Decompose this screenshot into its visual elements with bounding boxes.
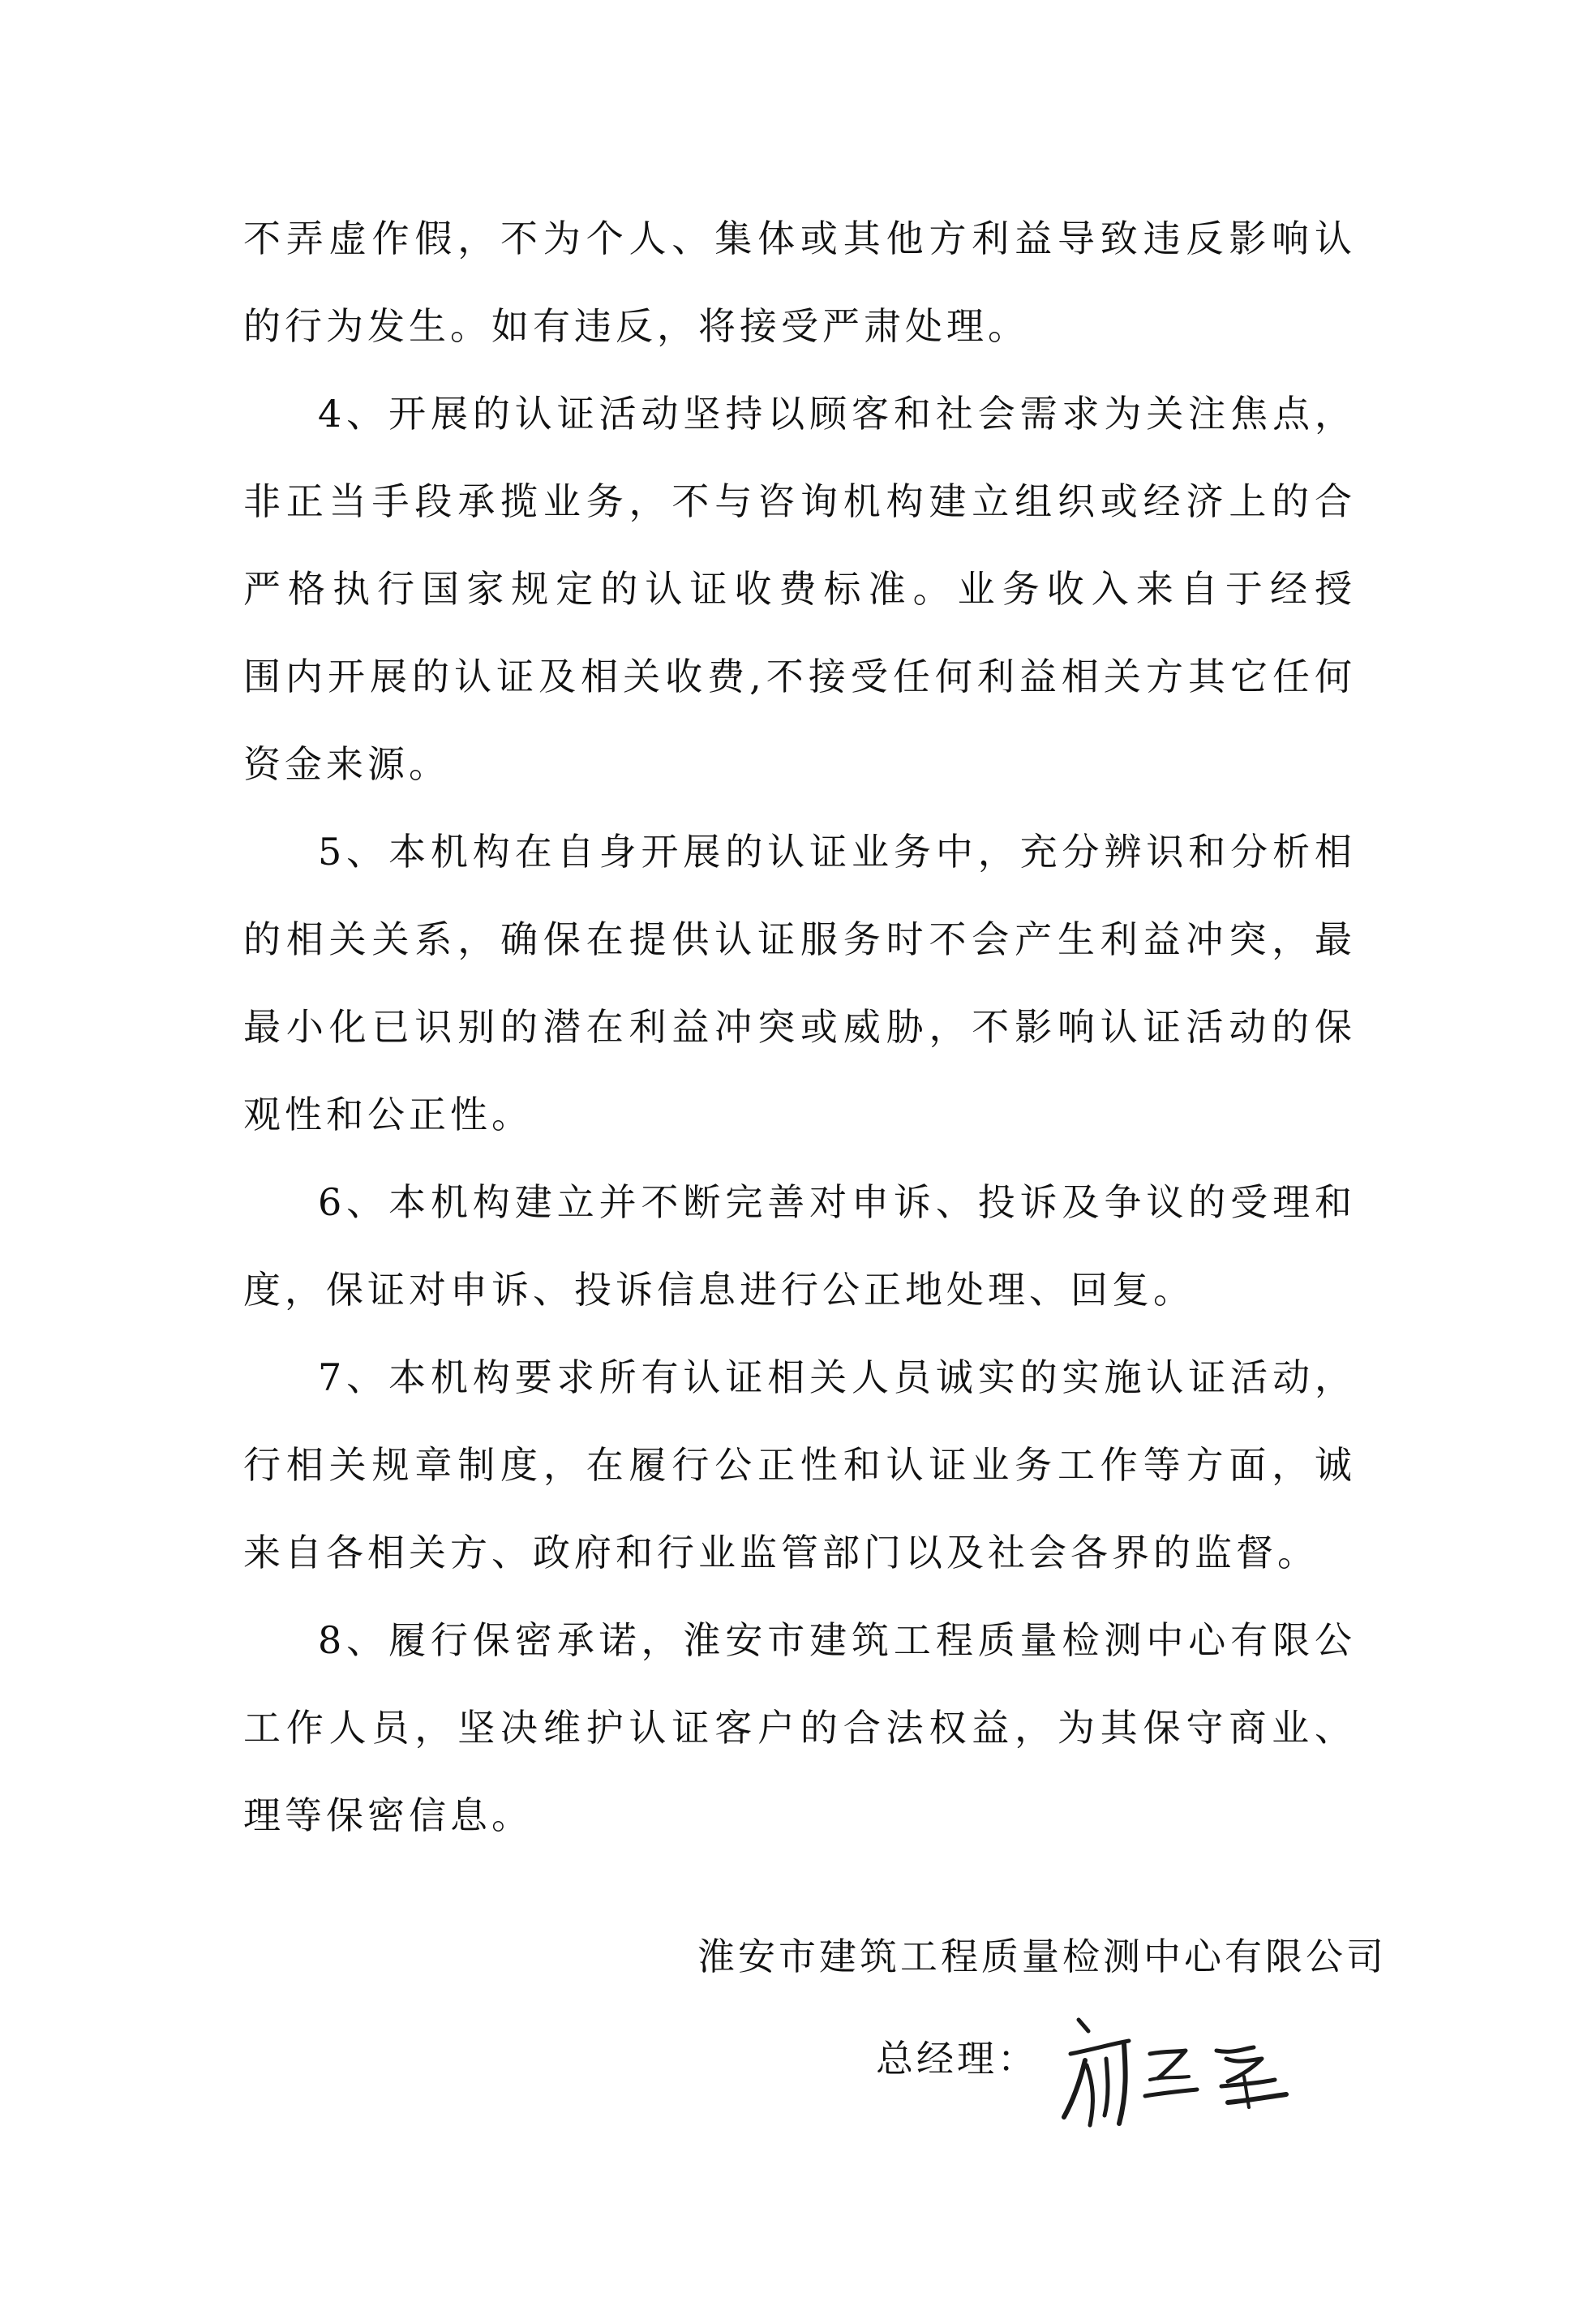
text-line: 理等保密信息。 xyxy=(243,1793,533,1837)
text-line: 围内开展的认证及相关收费,不接受任何利益相关方其它任何 xyxy=(243,655,1356,698)
text-line: 7、本机构要求所有认证相关人员诚实的实施认证活动， xyxy=(318,1355,1356,1399)
text-line: 观性和公正性。 xyxy=(243,1093,533,1136)
text-line: 来自各相关方、政府和行业监管部门以及社会各界的监督。 xyxy=(243,1531,1319,1574)
general-manager-signature-row xyxy=(876,2012,1362,2109)
text-line: 的相关关系，确保在提供认证服务时不会产生利益冲突，最 xyxy=(243,917,1356,961)
text-line: 非正当手段承揽业务，不与咨询机构建立组织或经济上的合 xyxy=(243,479,1356,523)
text-line: 不弄虚作假，不为个人、集体或其他方利益导致违反影响认 xyxy=(243,217,1356,260)
text-line: 8、履行保密承诺，淮安市建筑工程质量检测中心有限公 xyxy=(318,1618,1356,1662)
text-line: 4、开展的认证活动坚持以顾客和社会需求为关注焦点， xyxy=(318,392,1356,436)
text-line: 资金来源。 xyxy=(243,742,450,786)
text-line: 度，保证对申诉、投诉信息进行公正地处理、回复。 xyxy=(243,1268,1195,1312)
text-line: 的行为发生。如有违反，将接受严肃处理。 xyxy=(243,304,1029,348)
body-text xyxy=(243,195,1356,1859)
general-manager-label: 总经理： xyxy=(876,2037,1038,2081)
text-line: 行相关规章制度，在履行公正性和认证业务工作等方面，诚 xyxy=(243,1443,1356,1487)
text-line: 5、本机构在自身开展的认证业务中，充分辨识和分析相 xyxy=(318,830,1356,874)
text-line: 严格执行国家规定的认证收费标准。业务收入来自于经授 xyxy=(243,567,1356,611)
handwritten-signature xyxy=(1054,2012,1298,2133)
text-line: 6、本机构建立并不断完善对申诉、投诉及争议的受理和 xyxy=(318,1180,1356,1224)
text-line: 最小化已识别的潜在利益冲突或威胁，不影响认证活动的保 xyxy=(243,1005,1356,1049)
text-line: 工作人员，坚决维护认证客户的合法权益，为其保守商业、 xyxy=(243,1706,1356,1750)
company-name: 淮安市建筑工程质量检测中心有限公司 xyxy=(697,1935,1387,1978)
